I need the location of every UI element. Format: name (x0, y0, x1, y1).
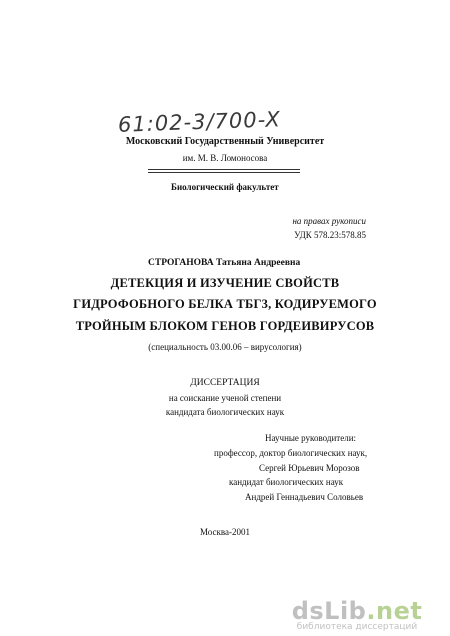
watermark-logo-name: dsLib (291, 597, 367, 625)
supervisors-heading: Научные руководители: (265, 433, 357, 443)
supervisor-line: кандидат биологических наук (229, 477, 344, 487)
watermark-subtitle: библиотека диссертаций (296, 622, 418, 632)
supervisor-line: Андрей Геннадьевич Соловьев (245, 492, 364, 502)
header-divider-top (148, 169, 300, 170)
university-namesake: им. М. В. Ломоносова (182, 153, 268, 163)
thesis-title-line: ГИДРОФОБНОГО БЕЛКА ТБГ3, КОДИРУЕМОГО (73, 297, 377, 311)
dslib-watermark (272, 597, 442, 632)
thesis-title-line: ТРОЙНЫМ БЛОКОМ ГЕНОВ ГОРДЕИВИРУСОВ (75, 319, 375, 333)
watermark-logo-domain: .net (366, 597, 423, 625)
specialty-code: (специальность 03.00.06 – вирусология) (148, 342, 302, 352)
manuscript-rights-note: на правах рукописи (292, 216, 366, 226)
author-name: СТРОГАНОВА Татьяна Андреевна (148, 258, 301, 268)
thesis-title-line: ДЕТЕКЦИЯ И ИЗУЧЕНИЕ СВОЙСТВ (110, 276, 340, 290)
watermark-logo (272, 597, 442, 625)
university-name: Московский Государственный Университет (125, 136, 325, 147)
header-divider-bottom (148, 172, 300, 173)
faculty-name: Биологический факультет (171, 182, 279, 192)
udk-code: УДК 578.23:578.85 (294, 230, 366, 240)
place-and-year: Москва-2001 (200, 527, 250, 537)
degree-line: на соискание ученой степени (168, 393, 282, 403)
handwritten-archive-code: 61:02-3/700-X (117, 107, 282, 137)
document-type: ДИССЕРТАЦИЯ (190, 378, 260, 388)
degree-line: кандидата биологических наук (165, 407, 285, 417)
supervisor-line: профессор, доктор биологических наук, (214, 448, 368, 458)
supervisor-line: Сергей Юрьевич Морозов (259, 463, 360, 473)
